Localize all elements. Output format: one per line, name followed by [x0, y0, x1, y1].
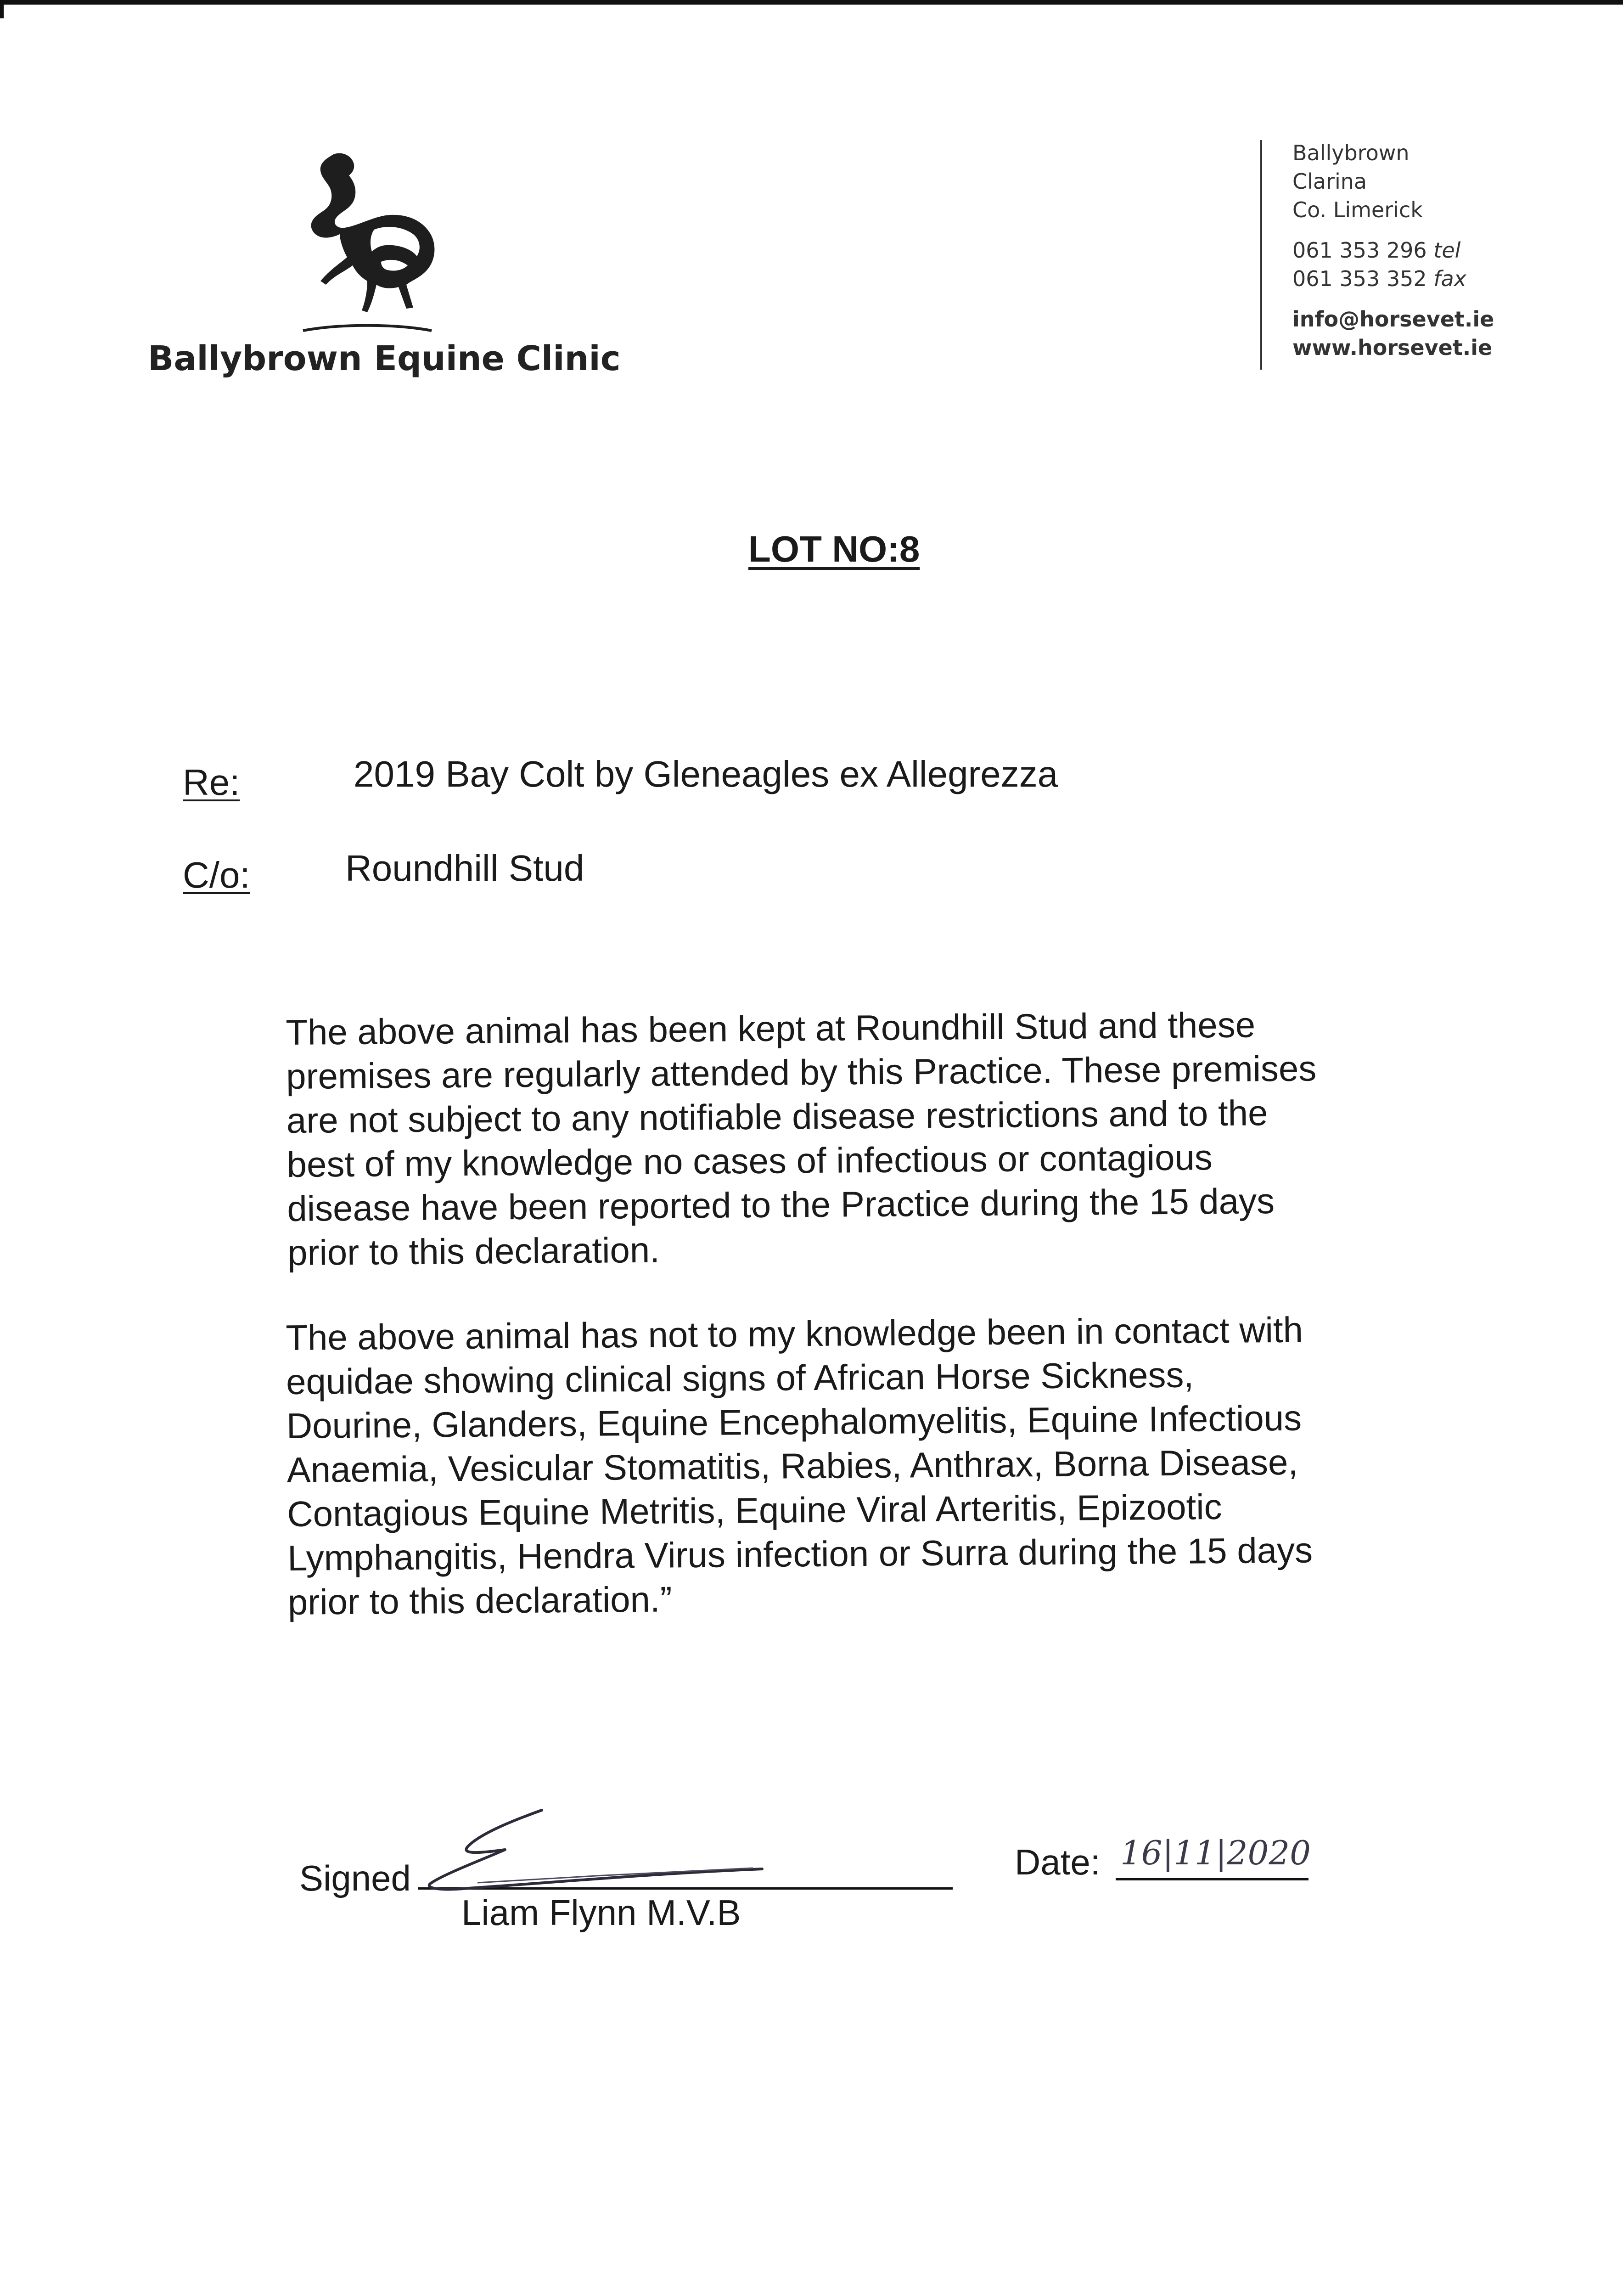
phone-line: [1292, 236, 1494, 264]
phone-suffix: tel: [1433, 238, 1461, 263]
fax-line: [1292, 264, 1494, 293]
co-label: C/o:: [183, 855, 250, 895]
address-line-3: Co. Limerick: [1292, 197, 1423, 222]
re-label: Re:: [183, 762, 240, 803]
co-value: Roundhill Stud: [345, 848, 584, 889]
email-address: info@horsevet.ie: [1292, 307, 1494, 332]
date-line: [1116, 1878, 1309, 1880]
clinic-name: Ballybrown Equine Clinic: [148, 339, 621, 378]
re-value: 2019 Bay Colt by Gleneagles ex Allegrezza: [354, 754, 1058, 794]
handwritten-signature-icon: [413, 1805, 872, 1896]
fax-number: 061 353 352: [1292, 266, 1427, 291]
website-address: www.horsevet.ie: [1292, 335, 1493, 360]
address-line-1: Ballybrown: [1292, 141, 1410, 165]
phone-number: 061 353 296: [1292, 238, 1427, 263]
scan-edge-left: [0, 0, 4, 18]
date-label: Date:: [1015, 1842, 1101, 1882]
rearing-horse-logo-icon: [275, 147, 459, 340]
handwritten-date: [1116, 1828, 1336, 1878]
address-line-2: Clarina: [1292, 169, 1367, 194]
lot-number: LOT NO:8: [748, 529, 920, 569]
scan-edge: [0, 0, 1623, 5]
declaration-paragraph-2: The above animal has not to my knowledge been in contact with equidae showing clinical signs of African Horse Sickness, Dourine, Glanders, Equine Encephalomyelitis, Equine Infectious Anaemia, Vesicular Stomatitis, Rabies, Anthrax, Borna Disease, Contagious Equine Metritis, Equine Viral Arteritis, Epizootic Lymphangitis, Hendra Virus infection or Surra during the 15 days prior to this declaration.”: [286, 1309, 1313, 1622]
address-divider: [1260, 140, 1262, 370]
address-block: [1292, 139, 1494, 362]
declaration-paragraph-1: The above animal has been kept at Roundhill Stud and these premises are regularly attended by this Practice. These premises are not subject to any notifiable disease restrictions and to the best of my knowledge no cases of infectious or contagious disease have been reported to the Practice during the 15 days prior to this declaration.: [286, 1004, 1317, 1273]
fax-suffix: fax: [1433, 266, 1466, 291]
signer-name: Liam Flynn M.V.B: [461, 1892, 741, 1933]
signed-label: Signed: [299, 1858, 411, 1898]
date-value-text: 16|11|2020: [1120, 1834, 1311, 1872]
